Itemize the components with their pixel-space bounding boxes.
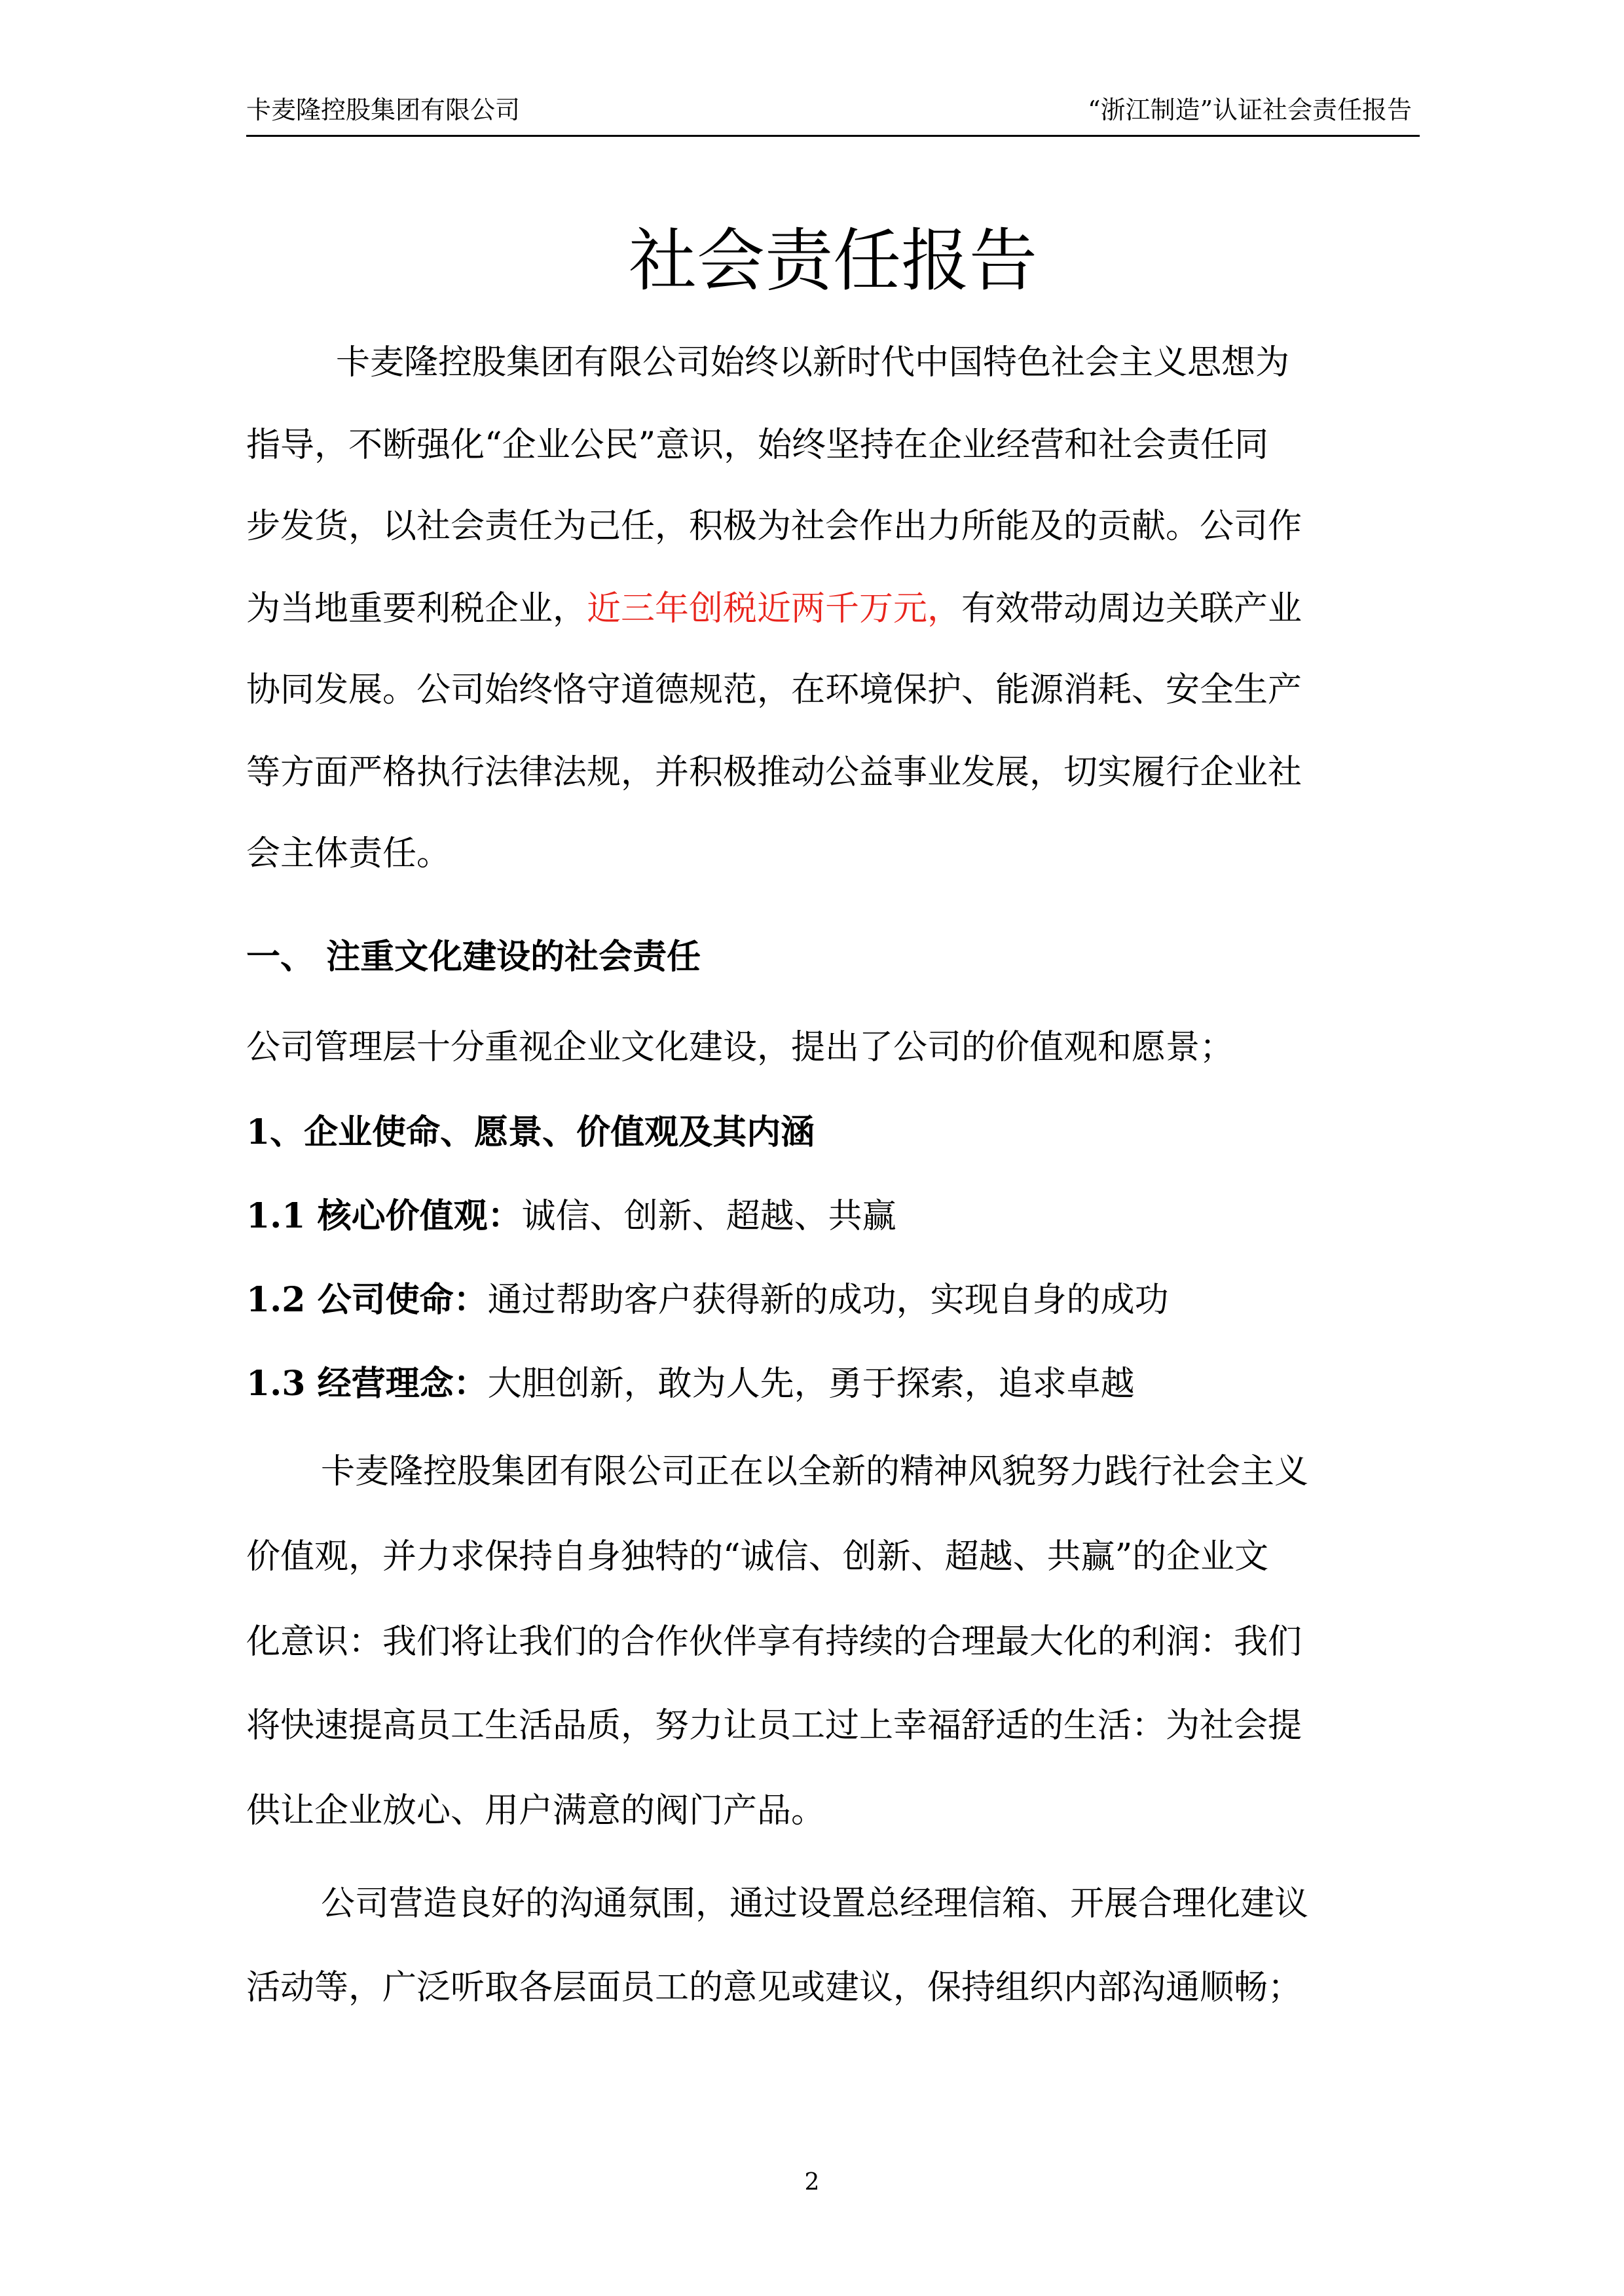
mission-item (246, 1279, 1169, 1321)
mission-text: 通过帮助客户获得新的成功，实现自身的成功 (487, 1281, 1169, 1320)
philosophy-text: 大胆创新，敢为人先，勇于探索，追求卓越 (487, 1364, 1135, 1404)
tax-highlight: 近三年创税近两千万元， (587, 589, 962, 629)
culture-para-line-5: 供让企业放心、用户满意的阀门产品。 (246, 1791, 826, 1831)
intro-line-4-post: 有效带动周边关联产业 (961, 589, 1302, 629)
section-1-subheading: 1、企业使命、愿景、价值观及其内涵 (246, 1112, 815, 1152)
culture-para-line-3: 化意识：我们将让我们的合作伙伴享有持续的合理最大化的利润：我们 (246, 1622, 1302, 1662)
intro-line-5: 协同发展。公司始终恪守道德规范，在环境保护、能源消耗、安全生产 (246, 670, 1302, 710)
intro-line-4 (246, 588, 1302, 630)
culture-para-line-1: 卡麦隆控股集团有限公司正在以全新的精神风貌努力践行社会主义 (321, 1452, 1309, 1491)
header-company-name: 卡麦隆控股集团有限公司 (246, 96, 521, 124)
page-header (246, 90, 1420, 137)
intro-line-7: 会主体责任。 (246, 834, 451, 873)
section-1-heading: 一、 注重文化建设的社会责任 (246, 937, 701, 977)
document-title: 社会责任报告 (628, 221, 1037, 301)
intro-line-4-pre: 为当地重要利税企业， (246, 589, 587, 629)
communication-para-line-1: 公司营造良好的沟通氛围，通过设置总经理信箱、开展合理化建议 (321, 1884, 1309, 1923)
intro-line-2: 指导，不断强化“企业公民”意识，始终坚持在企业经营和社会责任同 (246, 426, 1269, 465)
intro-line-6: 等方面严格执行法律法规，并积极推动公益事业发展，切实履行企业社 (246, 753, 1302, 792)
philosophy-label: 1.3 经营理念： (246, 1364, 488, 1404)
philosophy-item (246, 1363, 1135, 1405)
communication-para-line-2: 活动等，广泛听取各层面员工的意见或建议，保持组织内部沟通顺畅； (246, 1968, 1302, 2007)
culture-para-line-4: 将快速提高员工生活品质，努力让员工过上幸福舒适的生活：为社会提 (246, 1706, 1302, 1745)
core-values-label: 1.1 核心价值观： (246, 1196, 522, 1236)
intro-line-1: 卡麦隆控股集团有限公司始终以新时代中国特色社会主义思想为 (336, 343, 1290, 382)
culture-para-line-2: 价值观，并力求保持自身独特的“诚信、创新、超越、共赢”的企业文 (246, 1537, 1269, 1576)
section-1-lead: 公司管理层十分重视企业文化建设，提出了公司的价值观和愿景； (246, 1028, 1234, 1067)
core-values-text: 诚信、创新、超越、共赢 (521, 1197, 896, 1236)
header-report-name: “浙江制造”认证社会责任报告 (1088, 96, 1412, 124)
intro-line-3: 步发货，以社会责任为己任，积极为社会作出力所能及的贡献。公司作 (246, 507, 1302, 546)
page-number: 2 (804, 2169, 820, 2196)
core-values-item (246, 1195, 896, 1237)
mission-label: 1.2 公司使命： (246, 1280, 488, 1320)
